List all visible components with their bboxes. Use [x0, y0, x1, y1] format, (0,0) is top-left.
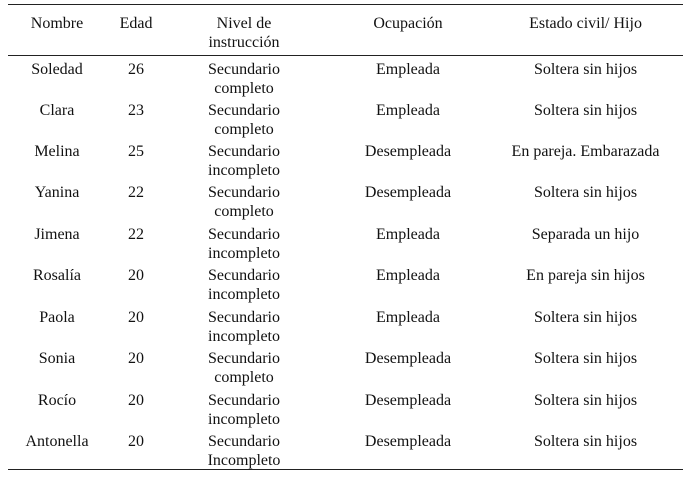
table-row: [8, 225, 683, 267]
cell-name: Jimena: [34, 226, 80, 243]
cell-civil-status: Soltera sin hijos: [533, 102, 638, 119]
cell-name: Clara: [39, 102, 75, 119]
table-row: [8, 432, 683, 474]
cell-education-line1: Secundario: [208, 102, 280, 119]
table-row: [8, 391, 683, 433]
cell-education-line1: Secundario: [208, 433, 280, 450]
cell-education-line1: Secundario: [208, 392, 280, 409]
cell-civil-status: Soltera sin hijos: [533, 392, 638, 409]
cell-education-line2: completo: [214, 121, 274, 138]
cell-name: Melina: [34, 143, 80, 160]
cell-education: [180, 391, 308, 429]
cell-occupation: Empleada: [376, 226, 440, 243]
cell-education-line2: incompleto: [208, 328, 280, 345]
cell-name: Antonella: [25, 433, 89, 450]
cell-education-line2: incompleto: [208, 286, 280, 303]
cell-name: Rosalía: [33, 267, 81, 284]
table-row: [8, 101, 683, 143]
cell-education-line2: completo: [214, 203, 274, 220]
cell-civil-status: En pareja sin hijos: [526, 267, 645, 284]
header-education-line1: Nivel de: [216, 15, 272, 32]
cell-education-line2: Incompleto: [207, 452, 281, 469]
cell-name: Yanina: [34, 184, 80, 201]
cell-education-line1: Secundario: [208, 226, 280, 243]
cell-age: 20: [128, 350, 144, 367]
cell-name: Soledad: [31, 61, 83, 78]
cell-occupation: Desempleada: [364, 350, 452, 367]
cell-education-line1: Secundario: [208, 143, 280, 160]
cell-education-line2: incompleto: [208, 245, 280, 262]
cell-age: 20: [128, 267, 144, 284]
cell-occupation: Empleada: [376, 267, 440, 284]
cell-age: 22: [128, 226, 144, 243]
cell-civil-status: Soltera sin hijos: [533, 309, 638, 326]
cell-name: Sonia: [38, 350, 76, 367]
cell-education-line1: Secundario: [208, 267, 280, 284]
table-bottom-rule: [8, 469, 683, 470]
header-occupation: Ocupación: [373, 15, 443, 32]
cell-occupation: Desempleada: [364, 184, 452, 201]
header-age: Edad: [119, 15, 153, 32]
cell-education-line1: Secundario: [208, 61, 280, 78]
cell-age: 26: [128, 61, 144, 78]
cell-age: 25: [128, 143, 144, 160]
cell-education: [180, 266, 308, 304]
cell-education: [180, 432, 308, 470]
table-row: [8, 266, 683, 308]
cell-education: [180, 101, 308, 139]
cell-education: [180, 142, 308, 180]
table-row: [8, 60, 683, 102]
cell-civil-status: Soltera sin hijos: [533, 61, 638, 78]
cell-occupation: Desempleada: [364, 392, 452, 409]
table-top-rule: [8, 4, 683, 5]
cell-occupation: Desempleada: [364, 433, 452, 450]
table-row: [8, 183, 683, 225]
table-header-row: [8, 14, 683, 56]
cell-occupation: Empleada: [376, 309, 440, 326]
cell-education-line1: Secundario: [208, 350, 280, 367]
header-education-line2: instrucción: [208, 34, 280, 51]
cell-name: Paola: [39, 309, 75, 326]
table-header-rule: [8, 55, 683, 56]
header-name: Nombre: [30, 15, 84, 32]
cell-occupation: Empleada: [376, 102, 440, 119]
cell-education: [180, 183, 308, 221]
table-row: [8, 308, 683, 350]
header-civil-status: Estado civil/ Hijo: [529, 15, 642, 32]
cell-civil-status: Soltera sin hijos: [533, 350, 638, 367]
cell-civil-status: En pareja. Embarazada: [511, 143, 660, 160]
cell-civil-status: Soltera sin hijos: [533, 184, 638, 201]
cell-occupation: Empleada: [376, 61, 440, 78]
cell-education: [180, 60, 308, 98]
cell-education: [180, 225, 308, 263]
table-row: [8, 349, 683, 391]
cell-occupation: Desempleada: [364, 143, 452, 160]
cell-education-line2: completo: [214, 80, 274, 97]
cell-education: [180, 349, 308, 387]
table-row: [8, 142, 683, 184]
cell-age: 22: [128, 184, 144, 201]
cell-civil-status: Soltera sin hijos: [533, 433, 638, 450]
cell-education-line2: completo: [214, 369, 274, 386]
cell-education-line2: incompleto: [208, 162, 280, 179]
cell-name: Rocío: [37, 392, 77, 409]
cell-age: 20: [128, 309, 144, 326]
cell-age: 23: [128, 102, 144, 119]
cell-civil-status: Separada un hijo: [531, 226, 640, 243]
cell-age: 20: [128, 433, 144, 450]
cell-education-line1: Secundario: [208, 184, 280, 201]
cell-education-line2: incompleto: [208, 411, 280, 428]
cell-education-line1: Secundario: [208, 309, 280, 326]
header-education: [180, 14, 308, 52]
cell-age: 20: [128, 392, 144, 409]
cell-education: [180, 308, 308, 346]
